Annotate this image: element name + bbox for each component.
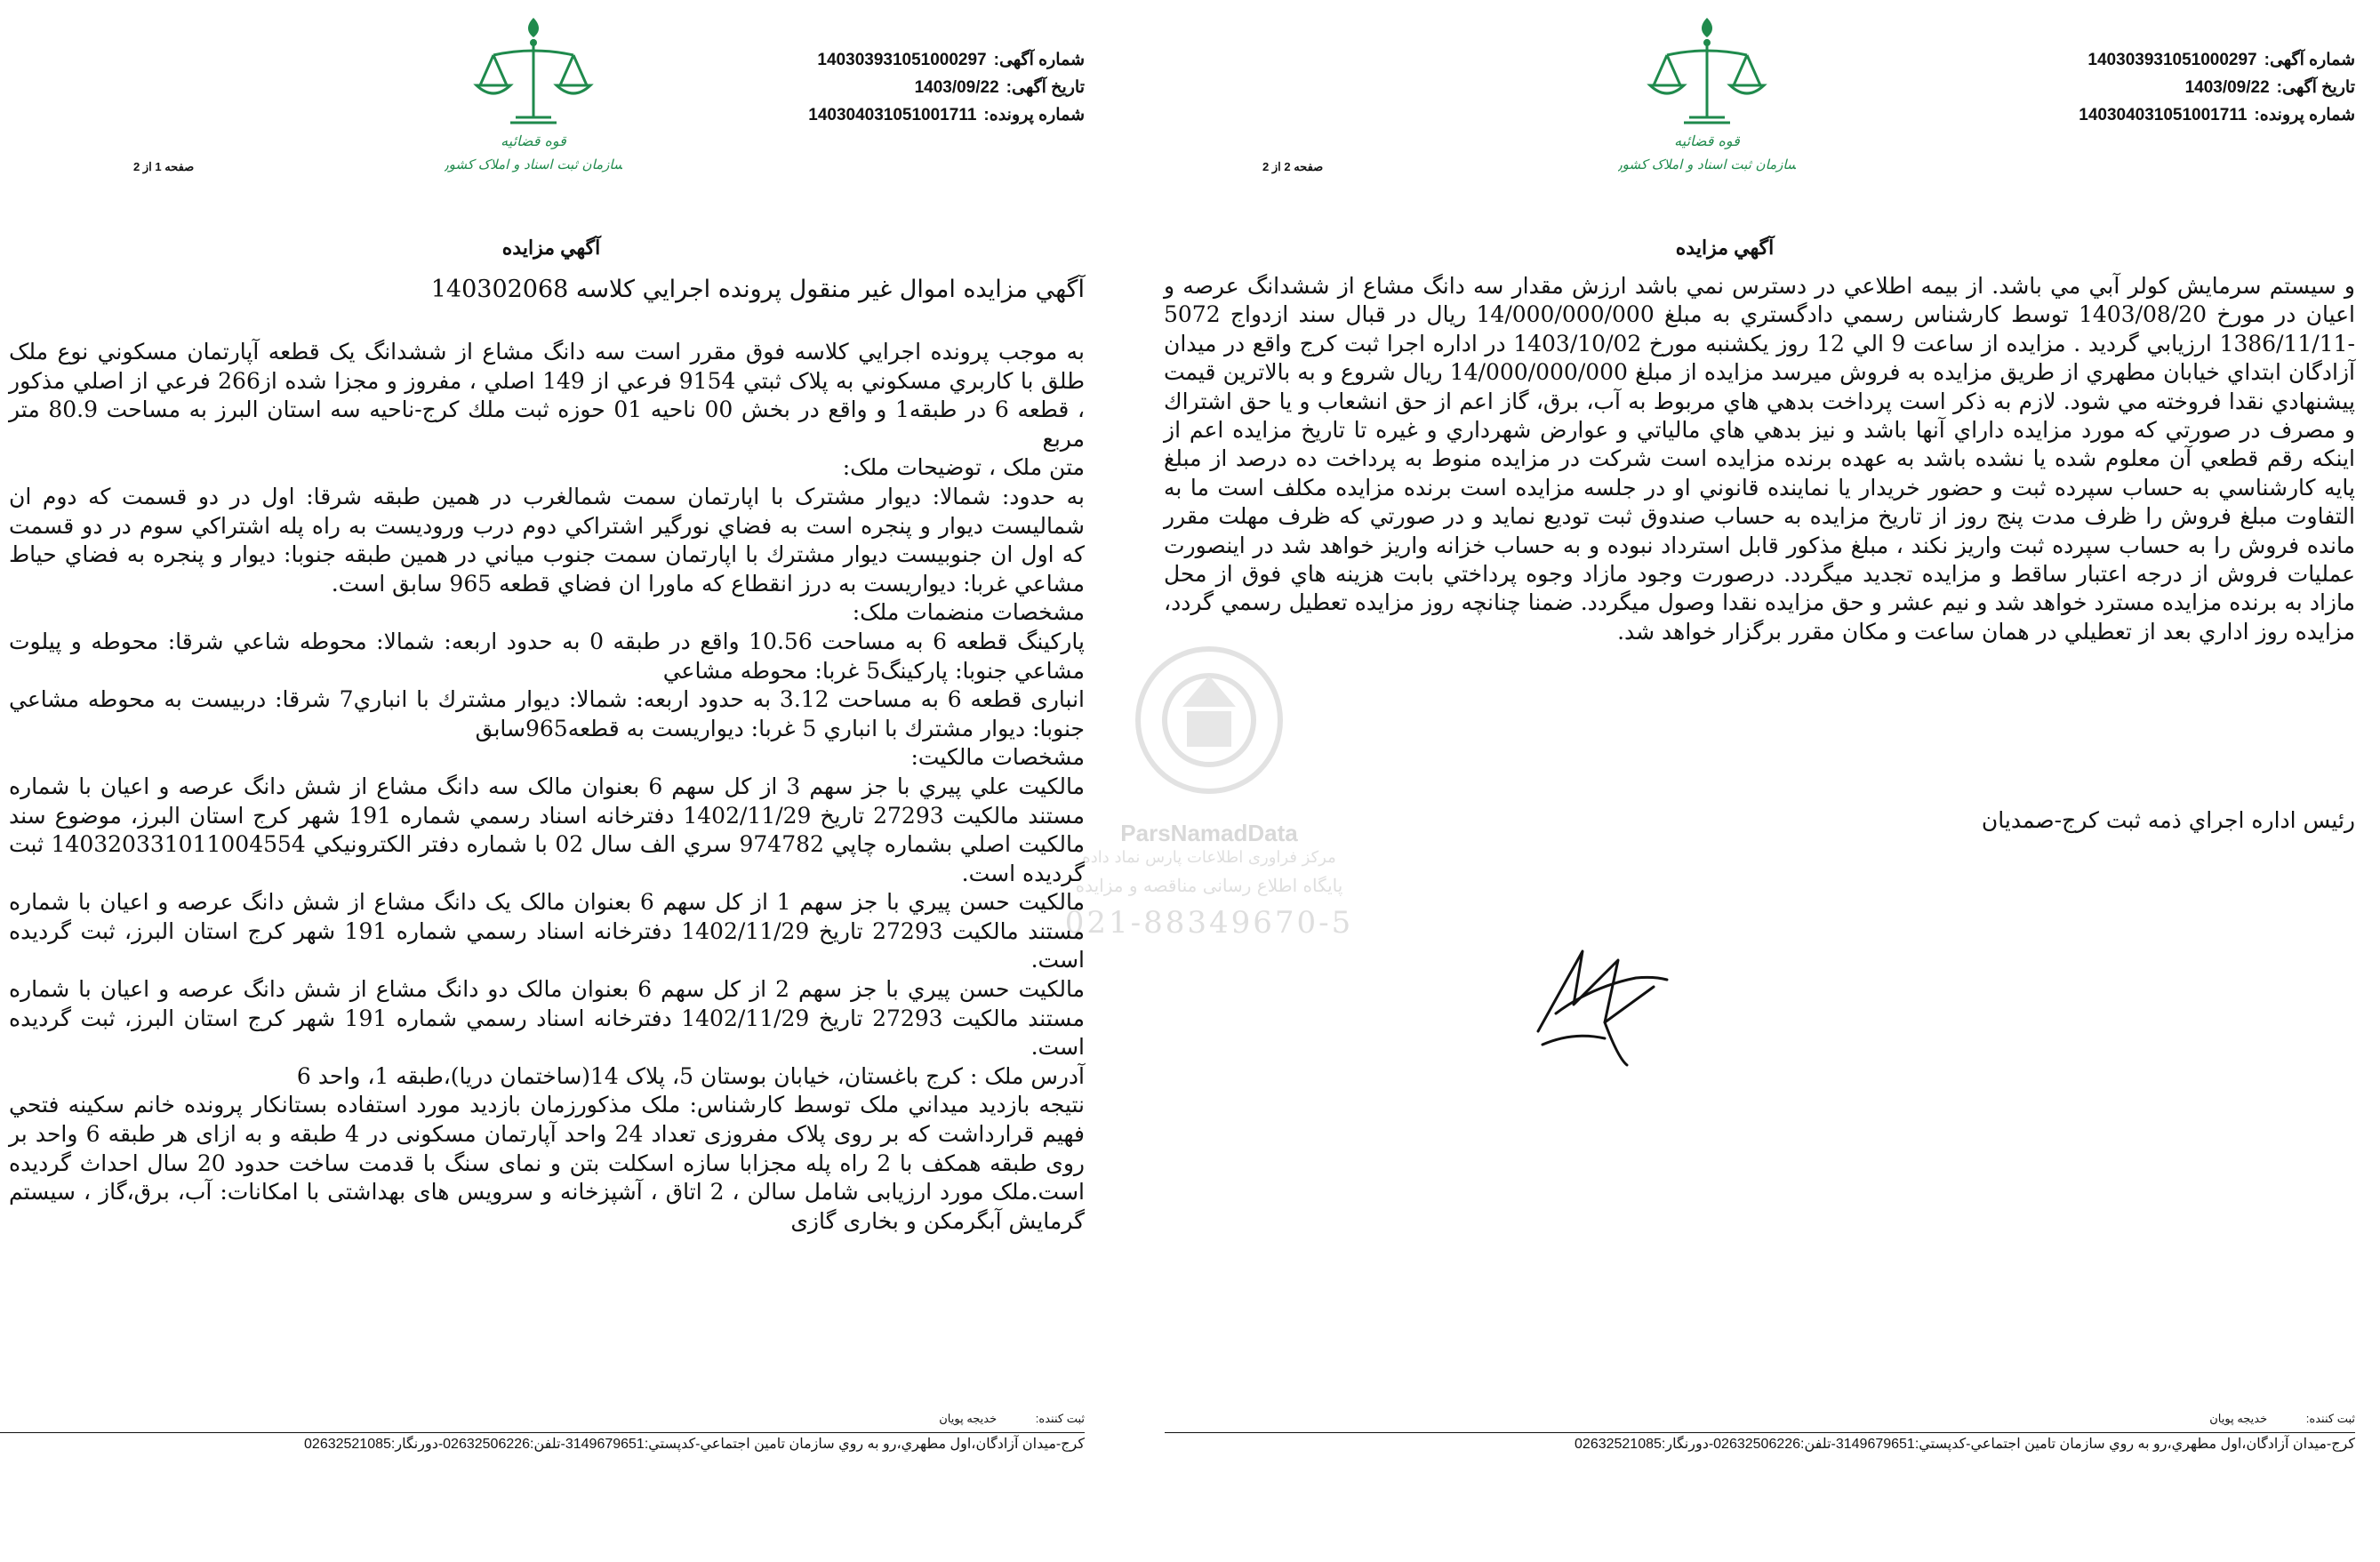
ad-number-label: شماره آگهی: bbox=[993, 51, 1085, 69]
judiciary-emblem-logo bbox=[1618, 12, 1796, 181]
case-number-label: شماره پرونده: bbox=[2254, 106, 2355, 124]
page-indicator: صفحه 1 از 2 bbox=[133, 160, 195, 173]
footer-divider bbox=[0, 1432, 1085, 1433]
svg-text:قوه قضائیه: قوه قضائیه bbox=[501, 132, 566, 149]
scales-of-justice-icon bbox=[445, 12, 622, 181]
case-number: 140304031051001711 bbox=[808, 106, 977, 124]
ad-date: 1403/09/22 bbox=[914, 78, 999, 97]
page-indicator: صفحه 2 از 2 bbox=[1262, 160, 1324, 173]
case-number: 140304031051001711 bbox=[2079, 106, 2248, 124]
ad-date-label: تاریخ آگهی: bbox=[2276, 78, 2355, 97]
signer-title: رئيس اداره اجراي ذمه ثبت كرج-صمديان bbox=[1981, 807, 2355, 833]
svg-text:سازمان ثبت اسناد و املاک کشور: سازمان ثبت اسناد و املاک کشور bbox=[1618, 156, 1796, 172]
ad-number: 140303931051000297 bbox=[2088, 51, 2257, 69]
notice-page-1 bbox=[0, 0, 1156, 1562]
judiciary-emblem-logo bbox=[445, 12, 622, 181]
notice-body bbox=[9, 338, 1085, 1236]
scales-of-justice-icon bbox=[1618, 12, 1796, 181]
paragraph-owner-2: مالکيت حسن پيري با جز سهم 1 از کل سهم 6 بعنوان مالک يک دانگ مشاع از شش دانگ عرصه و اعيان با شماره مستند مالکيت 27293 تاريخ 1402/11/29 دفترخانه اسناد رسمي شماره 191 شهر کرج استان البرز، ثبت گرديده است. bbox=[9, 889, 1085, 973]
svg-text:سازمان ثبت اسناد و املاک کشور: سازمان ثبت اسناد و املاک کشور bbox=[445, 156, 622, 172]
ad-number: 140303931051000297 bbox=[817, 51, 987, 69]
watermark-phone: 021-88349670-5 bbox=[1064, 905, 1354, 941]
paragraph-address: آدرس ملک : کرج باغستان، خيابان بوستان 5، پلاک 14(ساختمان دريا)،طبقه 1، واحد 6 bbox=[296, 1062, 1085, 1089]
notice-title: آگهي مزايده bbox=[501, 236, 601, 259]
notice-meta bbox=[2071, 46, 2355, 129]
paragraph-inspection: نتيجه بازديد ميداني ملک توسط کارشناس: ملک مذکورزمان بازديد مورد استفاده بستانکار پرونده خانم سکينه فتحي فهيم قرارداشت که بر روی پلاک مفروزی تعداد 24 واحد آپارتمان مسکونی در 4 طبقه و به ازای هر طبقه 6 واحد بر روی طبقه همکف با 2 راه پله مجزابا سازه اسکلت بتن و نمای سنگ با قدمت ساخت حدود 20 سال احداث گرديده است.ملک مورد ارزيابی شامل سالن ، 2 اتاق ، آشپزخانه و سرويس های بهداشتی با امکانات: آب، برق،گاز ، سيستم گرمايش آبگرمکن و بخاری گازی bbox=[9, 1092, 1085, 1234]
notice-subtitle: آگهي مزايده اموال غير منقول پرونده اجرايي كلاسه 140302068 bbox=[430, 276, 1085, 303]
paragraph-owner-3: مالکيت حسن پيري با جز سهم 2 از کل سهم 6 بعنوان مالک دو دانگ مشاع از شش دانگ عرصه و اعيان با شماره مستند مالکيت 27293 تاريخ 1402/11/29 دفترخانه اسناد رسمي شماره 191 شهر کرج استان البرز، ثبت گرديده است. bbox=[9, 976, 1086, 1061]
paragraph-storage: انباری قطعه 6 به مساحت 3.12 به حدود اربعه: شمالا: ديوار مشترك با انباري7 شرقا: دربيست به محوطه مشاعي جنوبا: ديوار مشترك با انباري 5 غربا: ديواريست به قطعه965سابق bbox=[9, 686, 1085, 741]
paragraph-boundaries: به حدود: شمالا: ديوار مشترک با اپارتمان سمت شمالغرب در همين طبقه شرقا: اول در دو قسمت كه دوم ان شماليست ديوار و پنجره است به فضاي نورگير اشتراكي دوم درب ورودیست به راه پله اشتراكي سوم در دو قسمت كه اول ان جنوبيست ديوار مشترك با اپارتمان سمت جنوب مياني در همين طبقه جنوبا: ديوار و پنجره به فضاي حياط مشاعي غربا: ديواريست به درز انقطاع كه ماورا ان فضاي قطعه 965 سابق است. bbox=[9, 483, 1085, 597]
paragraph-auction-terms: و سيستم سرمايش كولر آبي مي باشد. از بيمه اطلاعي در دسترس نمي باشد ارزش مقدار سه دانگ مشاع از ششدانگ عرصه و اعيان در مورخ 1403/08/20 توسط كارشناس رسمي دادگستري به مبلغ 14/000/000/000 ريال در قبال سند ازدواج 5072 -1386/11/11 ارزيابي گرديد . مزايده از ساعت 9 الي 12 روز يكشنبه مورخ 1403/10/02 در اداره اجرا ثبت كرج واقع در ميدان آزادگان ابتداي خيابان مطهري از طريق مزايده به فروش ميرسد مزايده از مبلغ 14/000/000/000 ريال شروع و به بالاترين قيمت پيشنهادي نقدا فروخته مي شود. لازم به ذكر است پرداخت بدهي هاي مربوط به آب، برق، گاز اعم از حق انشعاب و يا حق اشتراك و مصرف در صورتي كه مورد مزايده داراي آنها باشد و نيز بدهي هاي مالياتي و عوارض شهرداري و غيره تا تاريخ مزايده اعم از اينكه رقم قطعي آن معلوم شده يا نشده باشد به عهده برنده مزايده است شركت در مزايده منوط به پرداخت ده درصد از مبلغ پايه كارشناسي به حساب سپرده ثبت و حضور خريدار يا نماينده قانوني او در جلسه مزايده است برنده مزايده مكلف است ما به التفاوت مبلغ فروش را ظرف مدت پنج روز از تاريخ مزايده به حساب صندوق ثبت توديع نمايد و در صورتي كه ظرف مهلت مقرر مانده فروش را به حساب سپرده ثبت واريز نكند ، مبلغ مذكور قابل استرداد نبوده و به حساب خزانه واريز خواهد شد در اينصورت عمليات فروش از درجه اعتبار ساقط و مزايده تجديد ميگردد. درصورت وجود مازاد وجوه پرداختي بابت هزينه هاي فوق از محل مازاد به برنده مزايده مسترد خواهد شد و نيم عشر و حق مزايده نقدا وصول ميگردد. ضمنا چنانچه روز مزايده تعطيل رسمي گردد، مزايده روز اداري بعد از تعطيلي در همان ساعت و مكان مقرر برگزار خواهد شد. bbox=[1164, 273, 2355, 645]
heading-attachments: مشخصات منضمات ملک: bbox=[852, 599, 1085, 626]
heading-property-text: متن ملک ، توضيحات ملک: bbox=[842, 454, 1085, 481]
ad-date: 1403/09/22 bbox=[2184, 78, 2270, 97]
watermark-brand: ParsNamadData bbox=[1120, 820, 1298, 846]
ad-number-label: شماره آگهی: bbox=[2264, 51, 2355, 69]
svg-text:قوه قضائیه: قوه قضائیه bbox=[1674, 132, 1740, 149]
watermark-line-1: مرکز فراوری اطلاعات پارس نماد داده bbox=[1082, 848, 1336, 867]
registrar bbox=[2209, 1412, 2355, 1426]
paragraph-parking: پارکينگ قطعه 6 به مساحت 10.56 واقع در طبقه 0 به حدود اربعه: شمالا: محوطه شاعي شرقا: محوطه و پيلوت مشاعي جنوبا: پارکينگ5 غربا: محوطه مشاعي bbox=[9, 628, 1086, 684]
paragraph-owner-1: مالکيت علي پيري با جز سهم 3 از کل سهم 6 بعنوان مالک سه دانگ مشاع از شش دانگ عرصه و اعيان با شماره مستند مالکيت 27293 تاريخ 1402/11/29 دفترخانه اسناد رسمي شماره 191 شهر کرج استان البرز، موضوع سند مالكيت اصلي بشماره چاپي 974782 سري الف سال 02 با شماره دفتر الكترونيكي 140320331011004554 ثبت گرديده است. bbox=[9, 773, 1086, 886]
handwritten-signature bbox=[1520, 925, 1680, 1076]
notice-body bbox=[1164, 272, 2355, 646]
notice-page-2 bbox=[1156, 0, 2380, 1562]
registrar-name: خديجه پويان bbox=[2209, 1412, 2268, 1425]
footer-address: كرج-ميدان آزادگان،اول مطهري،رو به روي سازمان تامين اجتماعي-كدپستي:3149679651-تلفن:02632506226-دورنگار:02632521085 bbox=[1575, 1437, 2355, 1452]
heading-ownership: مشخصات مالکيت: bbox=[910, 744, 1085, 771]
registrar-label: ثبت كننده: bbox=[1035, 1412, 1085, 1425]
registrar-name: خديجه پويان bbox=[939, 1412, 998, 1425]
footer-address: كرج-ميدان آزادگان،اول مطهري،رو به روي سازمان تامين اجتماعي-كدپستي:3149679651-تلفن:02632506226-دورنگار:02632521085 bbox=[304, 1437, 1085, 1452]
registrar-label: ثبت كننده: bbox=[2305, 1412, 2355, 1425]
ad-date-label: تاریخ آگهی: bbox=[1006, 78, 1085, 97]
watermark-line-2: پایگاه اطلاع رسانی مناقصه و مزایده bbox=[1075, 875, 1343, 896]
notice-meta bbox=[801, 46, 1085, 129]
case-number-label: شماره پرونده: bbox=[983, 106, 1085, 124]
notice-title: آگهي مزايده bbox=[1675, 236, 1775, 259]
paragraph-property-description: به موجب پرونده اجرايي كلاسه فوق مقرر است سه دانگ مشاع از ششدانگ يک قطعه آپارتمان مسکوني نوع ملک طلق با کاربري مسکوني به پلاک ثبتي 9154 فرعي از 149 اصلي ، مفروز و مجزا شده از266 فرعي از اصلي مذکور ، قطعه 6 در طبقه1 و واقع در بخش 00 ناحيه 01 حوزه ثبت ملك كرج-ناحيه سه استان البرز به مساحت 80.9 متر مربع bbox=[9, 339, 1086, 452]
registrar bbox=[939, 1412, 1085, 1426]
footer-divider bbox=[1165, 1432, 2355, 1433]
